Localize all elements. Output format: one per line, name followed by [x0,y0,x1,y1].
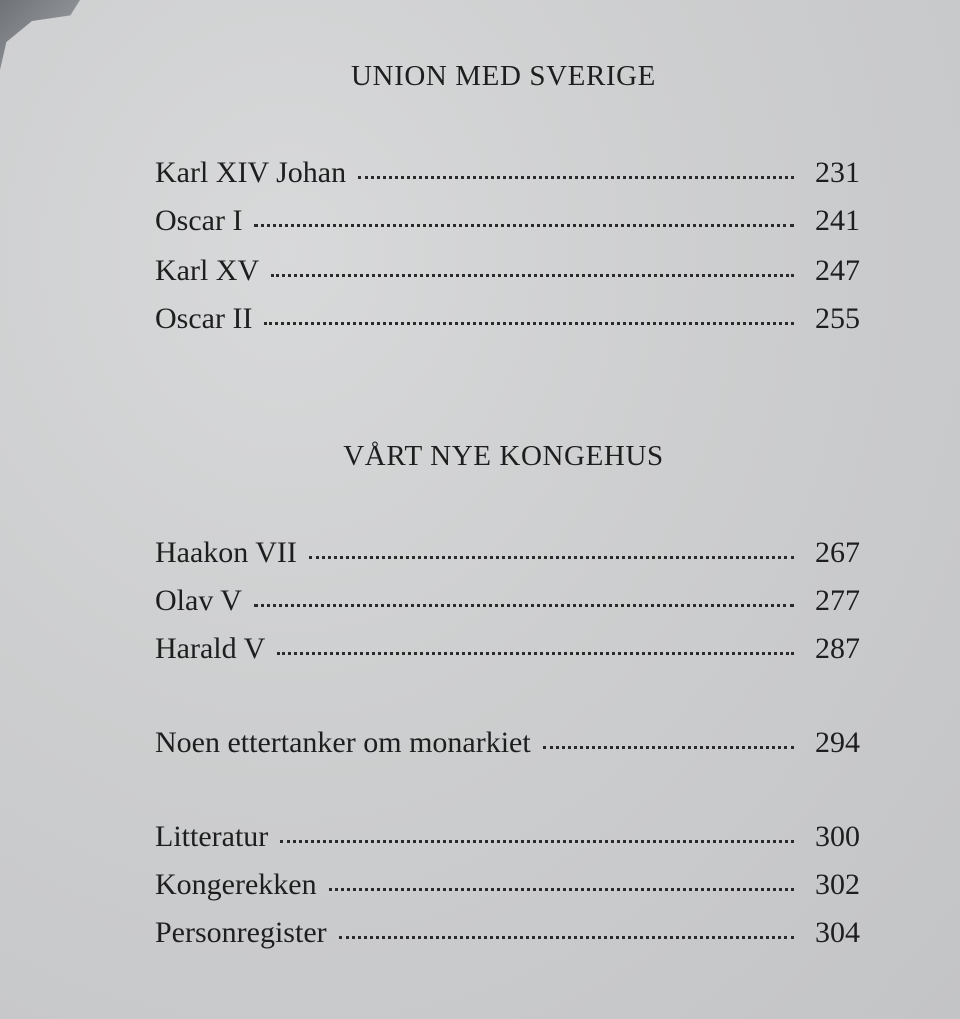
toc-entry-page: 231 [815,156,860,189]
dot-leader [543,746,794,749]
dot-leader [329,888,794,891]
dot-leader [280,840,794,843]
dot-leader [309,556,794,559]
toc-entry-page: 267 [815,536,860,569]
toc-entry-page: 294 [815,726,860,759]
toc-entry-title: Litteratur [155,820,269,853]
toc-entry-title: Oscar I [155,204,243,237]
toc-entry-title: Personregister [155,916,327,949]
toc-entry-title: Noen ettertanker om monarkiet [155,726,531,759]
toc-entry [155,630,860,668]
toc-entry-page: 277 [815,584,860,617]
toc-entry-page: 241 [815,204,860,237]
toc-entry [155,866,860,904]
toc-entry-page: 287 [815,632,860,665]
toc-entry-afterword [155,724,860,762]
toc-entry-page: 302 [815,868,860,901]
dot-leader [264,322,794,325]
dot-leader [339,936,794,939]
toc-entry [155,202,860,240]
dot-leader [277,652,794,655]
toc-entry-page: 304 [815,916,860,949]
toc-entry-title: Haakon VII [155,536,297,569]
toc-entry [155,582,860,620]
toc-entry [155,914,860,952]
dot-leader [271,274,794,277]
toc-entry-page: 300 [815,820,860,853]
page-corner-shadow [0,0,80,70]
dot-leader [358,176,794,179]
toc-entry-title: Karl XV [155,254,260,287]
toc-entry-title: Olav V [155,584,242,617]
toc-entry-title: Kongerekken [155,868,317,901]
dot-leader [254,224,794,227]
section-heading-kongehus: VÅRT NYE KONGEHUS [343,440,664,472]
toc-entry [155,534,860,572]
toc-entry-title: Oscar II [155,302,253,335]
toc-entry-title: Harald V [155,632,266,665]
toc-entry-title: Karl XIV Johan [155,156,347,189]
toc-entry [155,154,860,192]
toc-entry-page: 247 [815,254,860,287]
toc-entry [155,818,860,856]
toc-entry-page: 255 [815,302,860,335]
dot-leader [254,604,794,607]
toc-entry [155,252,860,290]
section-heading-union: UNION MED SVERIGE [350,60,656,92]
toc-entry [155,300,860,338]
